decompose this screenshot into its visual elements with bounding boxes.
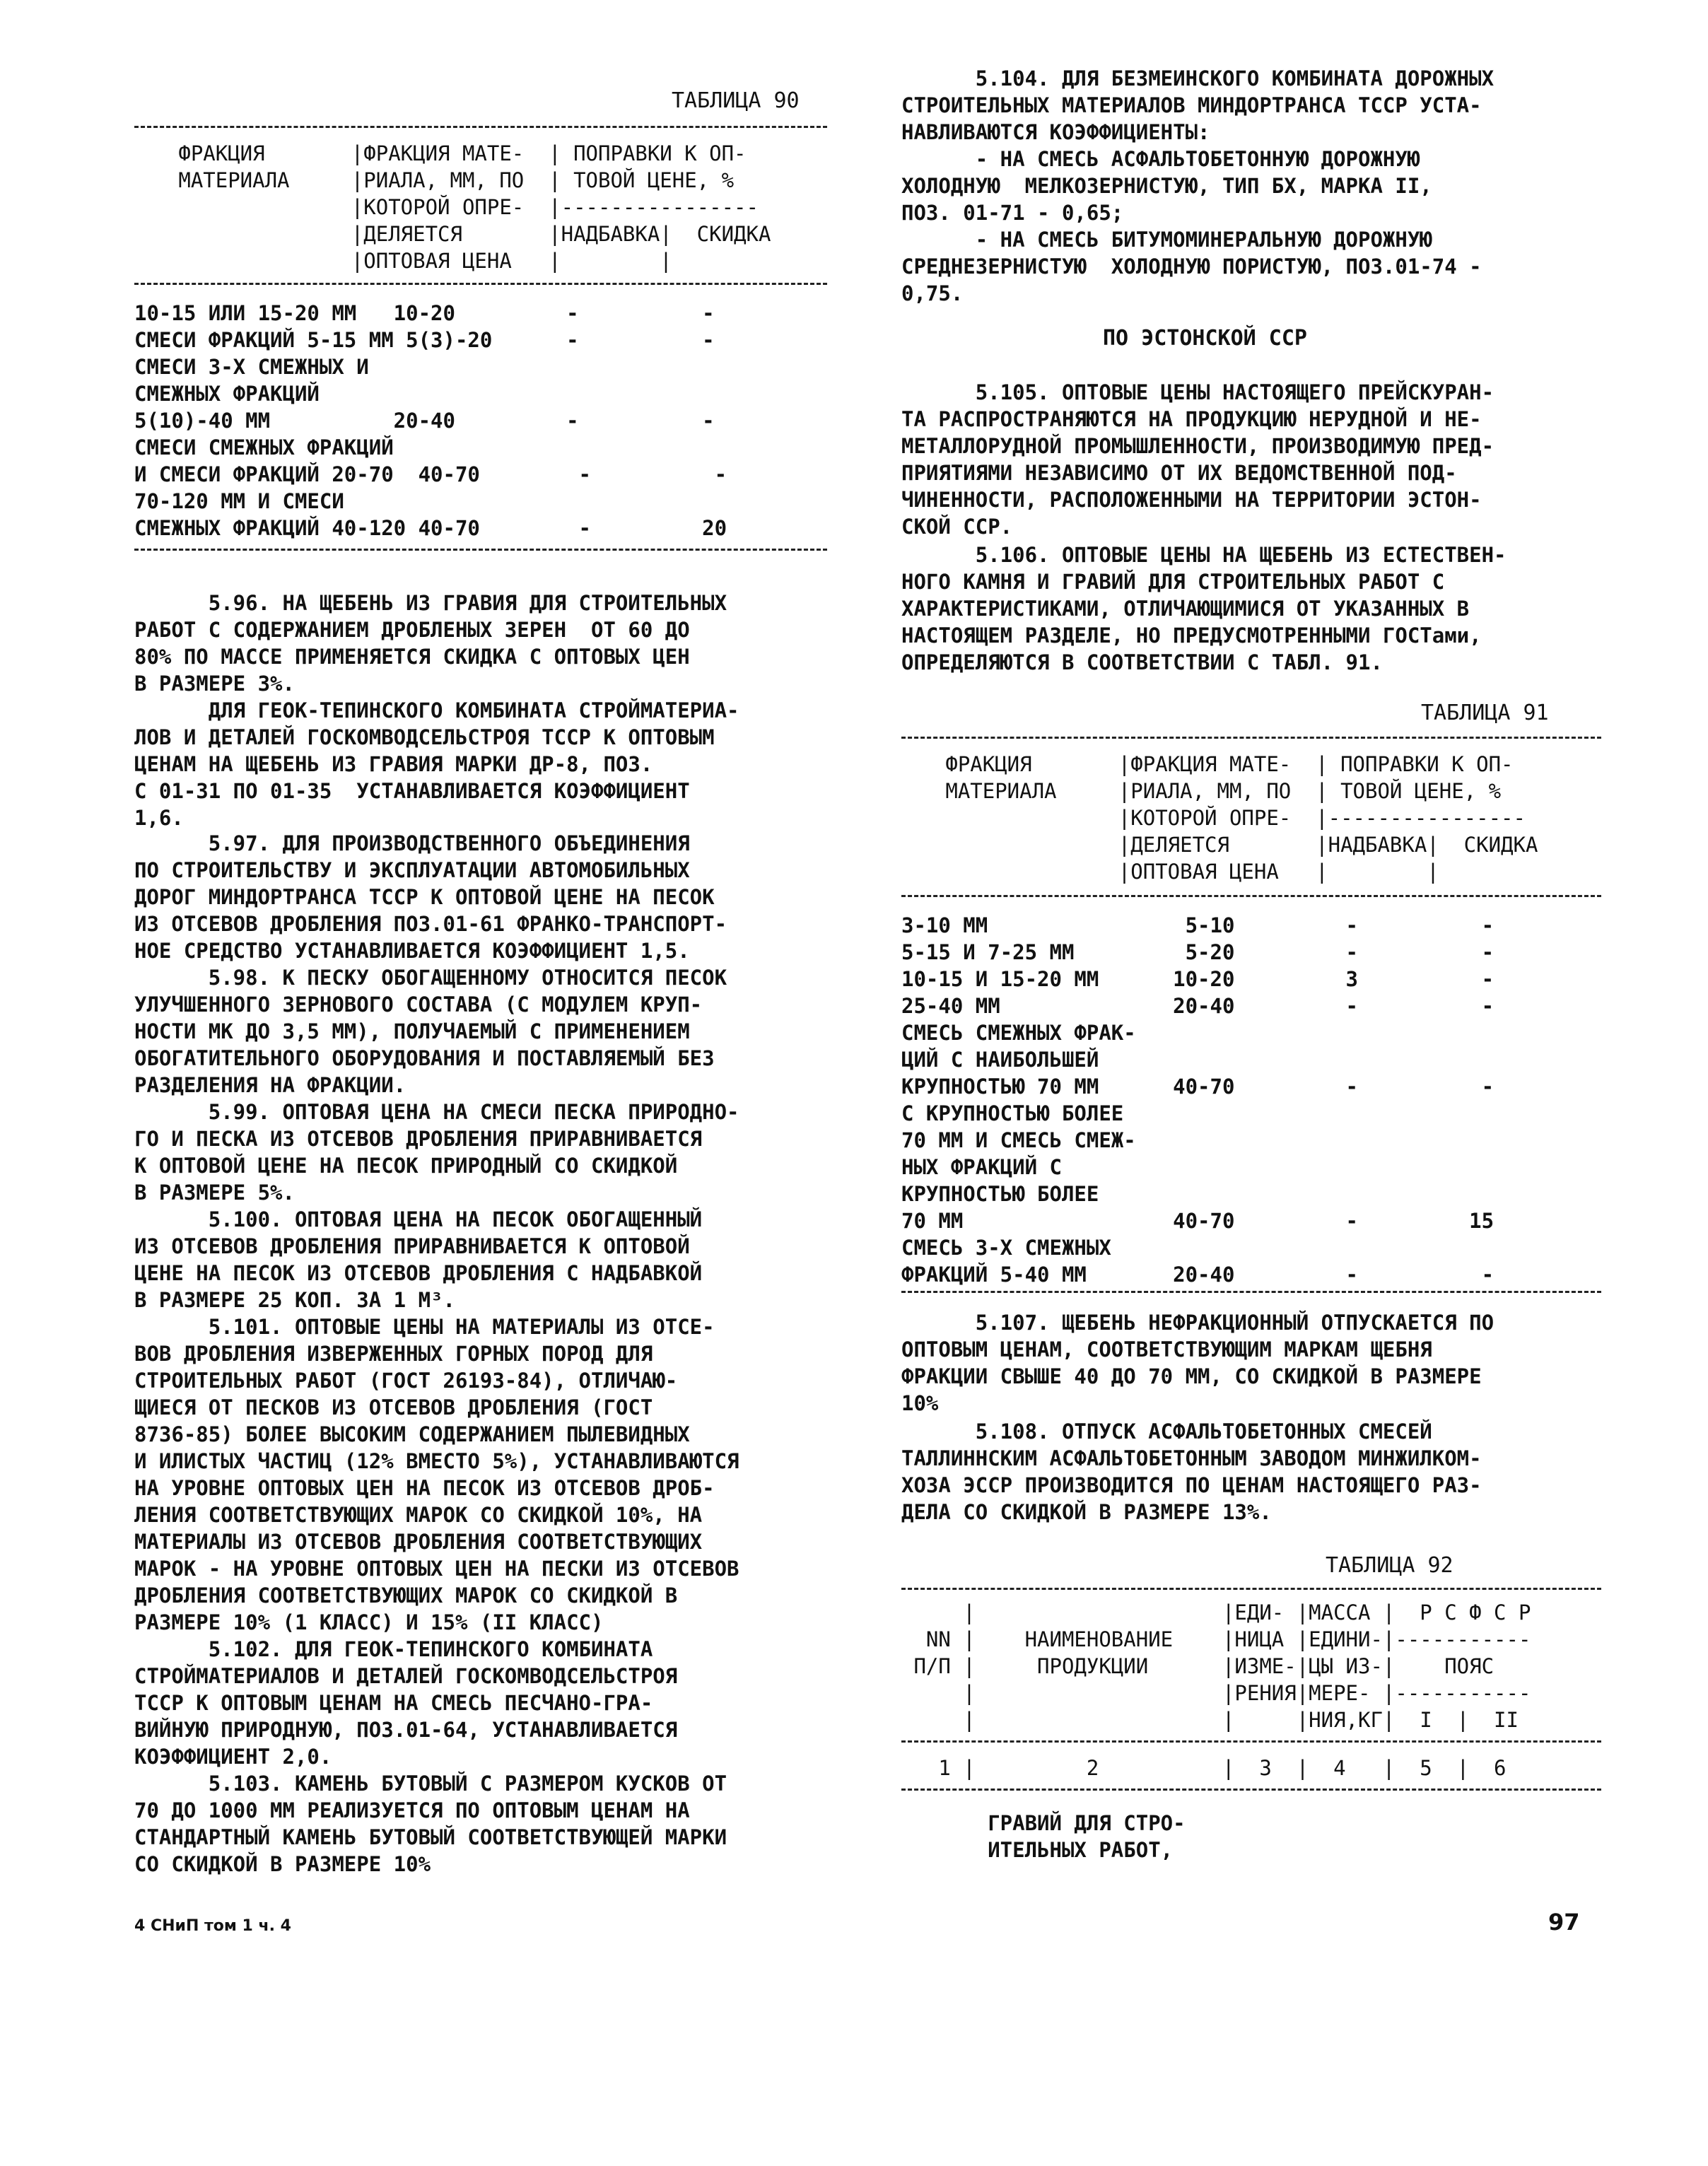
table-90-rows: 10-15 ИЛИ 15-20 ММ 10-20 - - СМЕСИ ФРАКЦИЙ 5-15 ММ 5(3)-20 - - СМЕСИ 3-Х СМЕЖНЫХ И СМЕЖНЫХ ФРАКЦИЙ 5(10)-40 ММ 20-40 - - СМЕСИ СМЕЖНЫХ ФРАКЦИЙ И СМЕСИ ФРАКЦИЙ 20-70 40-70 - - 70-120 ММ И СМЕСИ СМЕЖНЫХ ФРАКЦИЙ 40-120 40-70 - 20 <box>134 301 727 540</box>
paragraph-5-104: 5.104. ДЛЯ БЕЗМЕИНСКОГО КОМБИНАТА ДОРОЖНЫХ СТРОИТЕЛЬНЫХ МАТЕРИАЛОВ МИНДОРТРАНСА ТССР УСТА- НАВЛИВАЮТСЯ КОЭФФИЦИЕНТЫ: - НА СМЕСЬ АСФАЛЬТОБЕТОННУЮ ДОРОЖНУЮ ХОЛОДНУЮ МЕЛКОЗЕРНИСТУЮ, ТИП БХ, МАРКА II, ПОЗ. 01-71 - 0,65; - НА СМЕСЬ БИТУМОМИНЕРАЛЬНУЮ ДОРОЖНУЮ СРЕДНЕЗЕРНИСТУЮ ХОЛОДНУЮ ПОРИСТУЮ, ПОЗ.01-74 - 0,75. <box>901 66 1494 305</box>
paragraph-5-108: 5.108. ОТПУСК АСФАЛЬТОБЕТОННЫХ СМЕСЕЙ ТАЛЛИННСКИМ АСФАЛЬТОБЕТОННЫМ ЗАВОДОМ МИНЖИЛКОМ- ХОЗА ЭССР ПРОИЗВОДИТСЯ ПО ЦЕНАМ НАСТОЯЩЕГО РАЗ- ДЕЛА СО СКИДКОЙ В РАЗМЕРЕ 13%. <box>901 1419 1482 1524</box>
paragraph-5-99: 5.99. ОПТОВАЯ ЦЕНА НА СМЕСИ ПЕСКА ПРИРОДНО- ГО И ПЕСКА ИЗ ОТСЕВОВ ДРОБЛЕНИЯ ПРИРАВНИВАЕТСЯ К ОПТОВОЙ ЦЕНЕ НА ПЕСОК ПРИРОДНЫЙ СО СКИДКОЙ В РАЗМЕРЕ 5%. <box>134 1100 739 1205</box>
table-92-rows: ГРАВИЙ ДЛЯ СТРО- ИТЕЛЬНЫХ РАБОТ, <box>988 1811 1186 1862</box>
table-92-header: | |ЕДИ- |МАССА | Р С Ф С Р NN | НАИМЕНОВАНИЕ |НИЦА |ЕДИНИ-|----------- П/П | ПРОДУКЦИИ |ИЗМЕ-|ЦЫ ИЗ-| ПОЯС | |РЕНИЯ|МЕРЕ- |----------- | | |НИЯ,КГ| I | II <box>913 1600 1531 1732</box>
table-90-caption: ТАБЛИЦА 90 <box>672 88 800 113</box>
table-92-column-numbers: 1 | 2 | 3 | 4 | 5 | 6 <box>901 1756 1507 1780</box>
footer-source: 4 СНиП том 1 ч. 4 <box>134 1917 291 1935</box>
paragraph-5-98: 5.98. К ПЕСКУ ОБОГАЩЕННОМУ ОТНОСИТСЯ ПЕСОК УЛУЧШЕННОГО ЗЕРНОВОГО СОСТАВА (С МОДУЛЕМ КРУП- НОСТИ МК ДО 3,5 ММ), ПОЛУЧАЕМЫЙ С ПРИМЕНЕНИЕМ ОБОГАТИТЕЛЬНОГО ОБОРУДОВАНИЯ И ПОСТАВЛЯЕМЫЙ БЕЗ РАЗДЕЛЕНИЯ НА ФРАКЦИИ. <box>134 966 727 1097</box>
page-number: 97 <box>1548 1909 1580 1936</box>
paragraph-5-105: 5.105. ОПТОВЫЕ ЦЕНЫ НАСТОЯЩЕГО ПРЕЙСКУРАН- ТА РАСПРОСТРАНЯЮТСЯ НА ПРОДУКЦИЮ НЕРУДНОЙ И НЕ- МЕТАЛЛОРУДНОЙ ПРОМЫШЛЕННОСТИ, ПРОИЗВОДИМУЮ ПРЕД- ПРИЯТИЯМИ НЕЗАВИСИМО ОТ ИХ ВЕДОМСТВЕННОЙ ПОД- ЧИНЕННОСТИ, РАСПОЛОЖЕННЫМИ НА ТЕРРИТОРИИ ЭСТОН- СКОЙ ССР. <box>901 380 1494 539</box>
table-91-header: ФРАКЦИЯ |ФРАКЦИЯ МАТЕ- | ПОПРАВКИ К ОП- МАТЕРИАЛА |РИАЛА, ММ, ПО | ТОВОЙ ЦЕНЕ, % |КОТОРОЙ ОПРЕ- |---------------- |ДЕЛЯЕТСЯ |НАДБАВКА| СКИДКА |ОПТОВАЯ ЦЕНА | | <box>945 752 1538 884</box>
table-90-header-rule <box>134 283 827 285</box>
table-92-numbers-rule <box>901 1789 1601 1791</box>
table-90-top-rule <box>134 126 827 128</box>
paragraph-5-102: 5.102. ДЛЯ ГЕОК-ТЕПИНСКОГО КОМБИНАТА СТРОЙМАТЕРИАЛОВ И ДЕТАЛЕЙ ГОСКОМВОДСЕЛЬСТРОЯ ТССР К ОПТОВЫМ ЦЕНАМ НА СМЕСЬ ПЕСЧАНО-ГРА- ВИЙНУЮ ПРИРОДНУЮ, ПОЗ.01-64, УСТАНАВЛИВАЕТСЯ КОЭФФИЦИЕНТ 2,0. <box>134 1637 678 1769</box>
paragraph-5-107: 5.107. ЩЕБЕНЬ НЕФРАКЦИОННЫЙ ОТПУСКАЕТСЯ ПО ОПТОВЫМ ЦЕНАМ, СООТВЕТСТВУЮЩИМ МАРКАМ ЩЕБНЯ ФРАКЦИИ СВЫШЕ 40 ДО 70 ММ, СО СКИДКОЙ В РАЗМЕРЕ 10% <box>901 1311 1494 1415</box>
paragraph-5-97: 5.97. ДЛЯ ПРОИЗВОДСТВЕННОГО ОБЪЕДИНЕНИЯ ПО СТРОИТЕЛЬСТВУ И ЭКСПЛУАТАЦИИ АВТОМОБИЛЬНЫХ ДОРОГ МИНДОРТРАНСА ТССР К ОПТОВОЙ ЦЕНЕ НА ПЕСОК ИЗ ОТСЕВОВ ДРОБЛЕНИЯ ПОЗ.01-61 ФРАНКО-ТРАНСПОРТ- НОЕ СРЕДСТВО УСТАНАВЛИВАЕТСЯ КОЭФФИЦИЕНТ 1,5. <box>134 831 727 963</box>
table-91-header-rule <box>901 895 1601 897</box>
table-92-header-rule <box>901 1740 1601 1743</box>
table-90-bottom-rule <box>134 549 827 551</box>
paragraph-5-101: 5.101. ОПТОВЫЕ ЦЕНЫ НА МАТЕРИАЛЫ ИЗ ОТСЕ- ВОВ ДРОБЛЕНИЯ ИЗВЕРЖЕННЫХ ГОРНЫХ ПОРОД ДЛЯ СТРОИТЕЛЬНЫХ РАБОТ (ГОСТ 26193-84), ОТЛИЧАЮ- ЩИЕСЯ ОТ ПЕСКОВ ИЗ ОТСЕВОВ ДРОБЛЕНИЯ (ГОСТ 8736-85) БОЛЕЕ ВЫСОКИМ СОДЕРЖАНИЕМ ПЫЛЕВИДНЫХ И ИЛИСТЫХ ЧАСТИЦ (12% ВМЕСТО 5%), УСТАНАВЛИВАЮТСЯ НА УРОВНЕ ОПТОВЫХ ЦЕН НА ПЕСОК ИЗ ОТСЕВОВ ДРОБ- ЛЕНИЯ СООТВЕТСТВУЮЩИХ МАРОК СО СКИДКОЙ 10%, НА МАТЕРИАЛЫ ИЗ ОТСЕВОВ ДРОБЛЕНИЯ СООТВЕТСТВУЮЩИХ МАРОК - НА УРОВНЕ ОПТОВЫХ ЦЕН НА ПЕСКИ ИЗ ОТСЕВОВ ДРОБЛЕНИЯ СООТВЕТСТВУЮЩИХ МАРОК СО СКИДКОЙ В РАЗМЕРЕ 10% (1 КЛАСС) И 15% (II КЛАСС) <box>134 1315 739 1634</box>
paragraph-5-103: 5.103. КАМЕНЬ БУТОВЫЙ С РАЗМЕРОМ КУСКОВ ОТ 70 ДО 1000 ММ РЕАЛИЗУЕТСЯ ПО ОПТОВЫМ ЦЕНАМ НА СТАНДАРТНЫЙ КАМЕНЬ БУТОВЫЙ СООТВЕТСТВУЮЩЕЙ МАРКИ СО СКИДКОЙ В РАЗМЕРЕ 10% <box>134 1772 727 1876</box>
table-92-top-rule <box>901 1588 1601 1590</box>
table-91-caption: ТАБЛИЦА 91 <box>1421 701 1549 725</box>
paragraph-5-100: 5.100. ОПТОВАЯ ЦЕНА НА ПЕСОК ОБОГАЩЕННЫЙ ИЗ ОТСЕВОВ ДРОБЛЕНИЯ ПРИРАВНИВАЕТСЯ К ОПТОВОЙ ЦЕНЕ НА ПЕСОК ИЗ ОТСЕВОВ ДРОБЛЕНИЯ С НАДБАВКОЙ В РАЗМЕРЕ 25 КОП. ЗА 1 М³. <box>134 1207 703 1312</box>
table-92-caption: ТАБЛИЦА 92 <box>1326 1553 1453 1578</box>
table-91-rows: 3-10 ММ 5-10 - - 5-15 И 7-25 ММ 5-20 - - 10-15 И 15-20 ММ 10-20 3 - 25-40 ММ 20-40 - - СМЕСЬ СМЕЖНЫХ ФРАК- ЦИЙ С НАИБОЛЬШЕЙ КРУПНОСТЬЮ 70 ММ 40-70 - - С КРУПНОСТЬЮ БОЛЕЕ 70 ММ И СМЕСЬ СМЕЖ- НЫХ ФРАКЦИЙ С КРУПНОСТЬЮ БОЛЕЕ 70 ММ 40-70 - 15 СМЕСЬ 3-Х СМЕЖНЫХ ФРАКЦИЙ 5-40 ММ 20-40 - - <box>901 913 1494 1287</box>
section-heading-estonia: ПО ЭСТОНСКОЙ ССР <box>1103 326 1307 351</box>
paragraph-5-106: 5.106. ОПТОВЫЕ ЦЕНЫ НА ЩЕБЕНЬ ИЗ ЕСТЕСТВЕН- НОГО КАМНЯ И ГРАВИЙ ДЛЯ СТРОИТЕЛЬНЫХ РАБОТ С ХАРАКТЕРИСТИКАМИ, ОТЛИЧАЮЩИМИСЯ ОТ УКАЗАННЫХ В НАСТОЯЩЕМ РАЗДЕЛЕ, НО ПРЕДУСМОТРЕННЫМИ ГОСТами, ОПРЕДЕЛЯЮТСЯ В СООТВЕТСТВИИ С ТАБЛ. 91. <box>901 543 1507 674</box>
table-91-top-rule <box>901 737 1601 739</box>
table-91-bottom-rule <box>901 1291 1601 1293</box>
table-90-header: ФРАКЦИЯ |ФРАКЦИЯ МАТЕ- | ПОПРАВКИ К ОП- МАТЕРИАЛА |РИАЛА, ММ, ПО | ТОВОЙ ЦЕНЕ, % |КОТОРОЙ ОПРЕ- |---------------- |ДЕЛЯЕТСЯ |НАДБАВКА| СКИДКА |ОПТОВАЯ ЦЕНА | | <box>178 141 771 273</box>
paragraph-5-96: 5.96. НА ЩЕБЕНЬ ИЗ ГРАВИЯ ДЛЯ СТРОИТЕЛЬНЫХ РАБОТ С СОДЕРЖАНИЕМ ДРОБЛЕНЫХ ЗЕРЕН ОТ 60 ДО 80% ПО МАССЕ ПРИМЕНЯЕТСЯ СКИДКА С ОПТОВЫХ ЦЕН В РАЗМЕРЕ 3%. ДЛЯ ГЕОК-ТЕПИНСКОГО КОМБИНАТА СТРОЙМАТЕРИА- ЛОВ И ДЕТАЛЕЙ ГОСКОМВОДСЕЛЬСТРОЯ ТССР К ОПТОВЫМ ЦЕНАМ НА ЩЕБЕНЬ ИЗ ГРАВИЯ МАРКИ ДР-8, ПОЗ. С 01-31 ПО 01-35 УСТАНАВЛИВАЕТСЯ КОЭФФИЦИЕНТ 1,6. <box>134 591 739 830</box>
